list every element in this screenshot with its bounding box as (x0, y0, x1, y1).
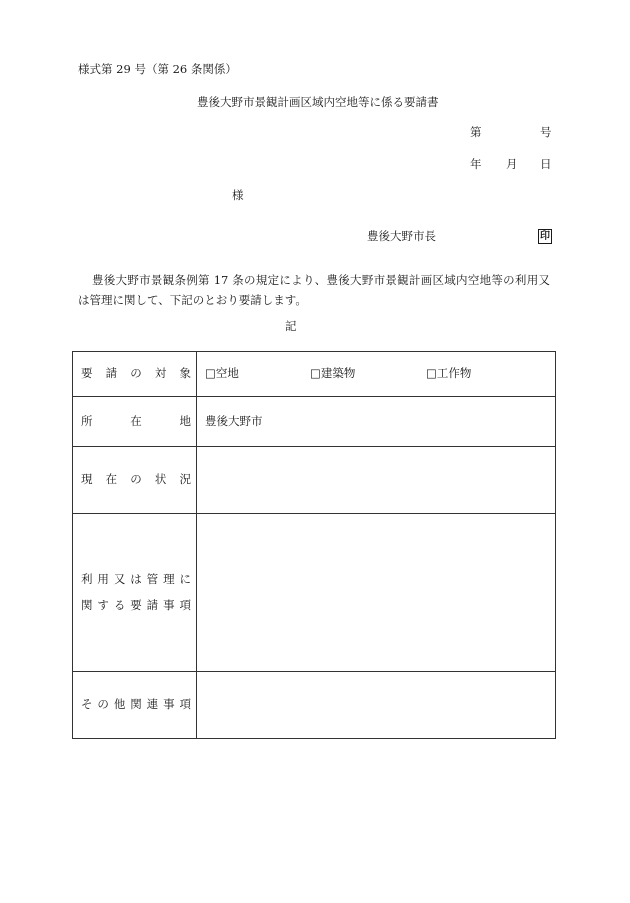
other-label-cell (73, 672, 197, 739)
current-status-label-cell (73, 447, 197, 514)
document-number-prefix: 第 (470, 125, 482, 139)
location-value-cell (197, 397, 556, 447)
table-row-request (73, 514, 556, 672)
document-number-suffix: 号 (540, 125, 552, 139)
document-title: 豊後大野市景観計画区域内空地等に係る要請書 (197, 95, 439, 109)
table-row-location (73, 397, 556, 447)
date-day-label: 日 (540, 157, 552, 171)
request-label-line-1: 利用又は管理に (81, 572, 191, 586)
request-label-line-2: 関する要請事項 (81, 597, 191, 612)
location-value: 豊後大野市 (205, 413, 263, 428)
current-status-label: 現在の状況 (81, 472, 191, 487)
request-form-table (72, 351, 556, 739)
option-structure: □工作物 (426, 366, 472, 381)
table-row-other (73, 672, 556, 739)
ki-heading: 記 (285, 319, 297, 333)
other-label: その他関連事項 (81, 697, 191, 712)
other-value-cell (197, 672, 556, 739)
sender-name: 豊後大野市長 (367, 229, 436, 243)
option-vacant-land: □空地 (205, 366, 239, 381)
form-number: 様式第 29 号（第 26 条関係） (78, 62, 237, 76)
seal-mark: 印 (540, 231, 550, 242)
table-row-current-status (73, 447, 556, 514)
target-label: 要請の対象 (81, 366, 191, 381)
request-value-cell (197, 514, 556, 672)
request-paragraph: 豊後大野市景観条例第 17 条の規定により、豊後大野市景観計画区域内空地等の利用又は管理に関して、下記のとおり要請します。 (78, 273, 550, 307)
current-status-value-cell (197, 447, 556, 514)
request-label-cell (73, 514, 197, 672)
target-value-cell (197, 352, 556, 397)
option-building: □建築物 (310, 366, 356, 381)
date-month-label: 月 (506, 157, 518, 171)
addressee-suffix: 様 (232, 188, 244, 202)
table-row-target (73, 352, 556, 397)
target-label-cell (73, 352, 197, 397)
date-year-label: 年 (470, 157, 482, 171)
location-label: 所在地 (81, 413, 191, 428)
target-options (197, 368, 555, 380)
location-label-cell (73, 397, 197, 447)
